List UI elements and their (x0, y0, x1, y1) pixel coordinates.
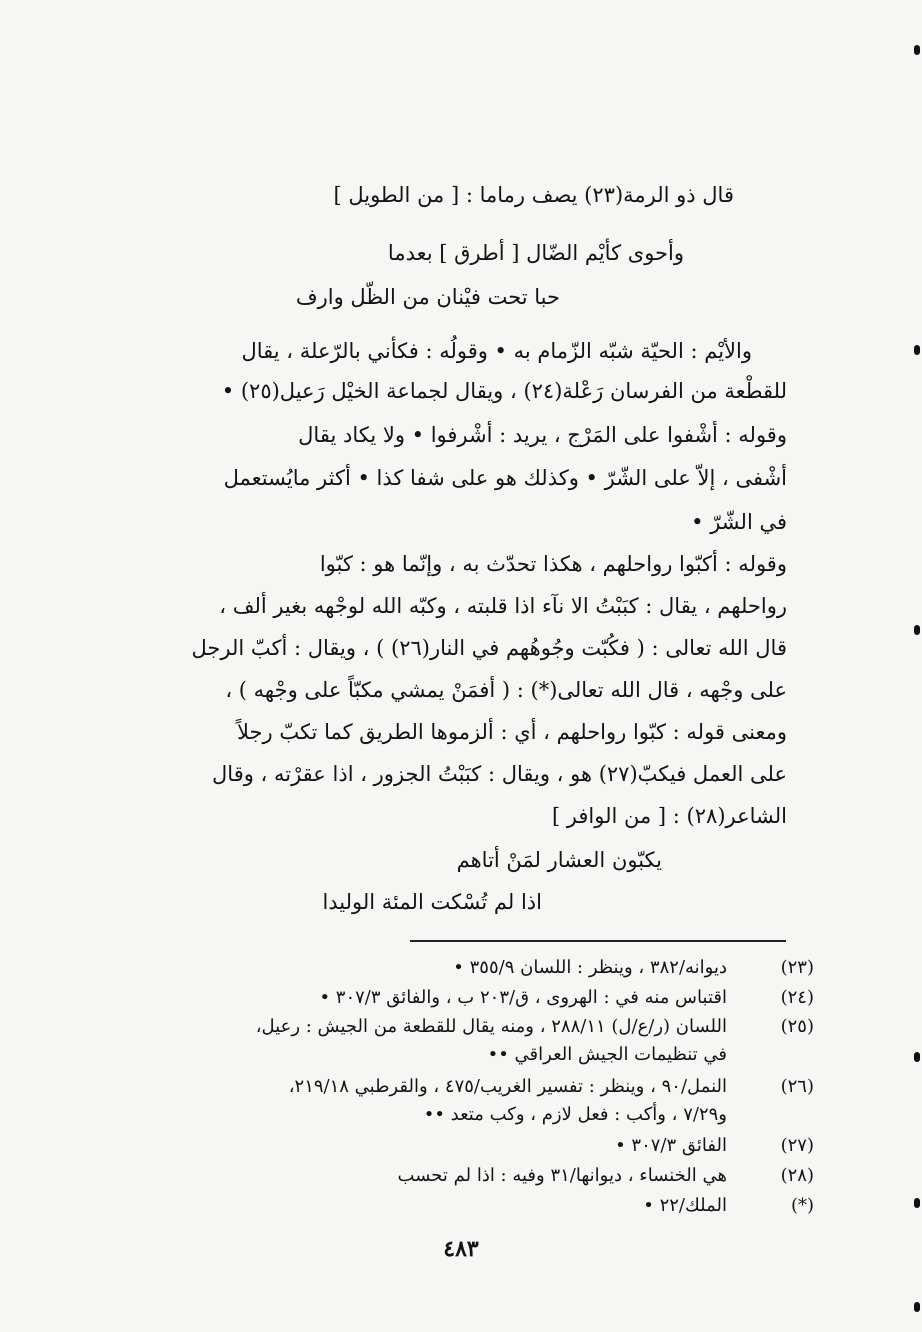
paragraph-1-line-2: للقطْعة من الفرسان رَعْلة(٢٤) ، ويقال لجماعة الخيْل رَعيل(٢٥) • (221, 379, 787, 403)
verse-2-hemistich-b: اذا لم تُسْكت المئة الوليدا (322, 890, 542, 914)
paragraph-1-line-1: والأيْم : الحيّة شبّه الزّمام به • وقولُه : فكأني بالرّعلة ، يقال (241, 339, 752, 363)
paragraph-2-line-1: وقوله : أشْفوا على المَرْج ، يريد : أشْرفوا • ولا يكاد يقال (298, 423, 787, 447)
page-number: ٤٨٣ (443, 1236, 479, 1262)
footnote-number: (٢٨) (780, 1165, 814, 1186)
scan-edge-mark (914, 1302, 920, 1312)
paragraph-2-line-3: في الشّرّ • (691, 510, 787, 534)
footnote-text-continued: في تنظيمات الجيش العراقي •• (487, 1044, 727, 1065)
footnote-number: (٢٤) (780, 987, 814, 1008)
footnote-text: اقتباس منه في : الهروى ، ق/٢٠٣ ب ، والفائق ٣٠٧/٣ • (319, 987, 727, 1008)
footnote-text: ديوانه/٣٨٢ ، وينظر : اللسان ٣٥٥/٩ • (453, 957, 727, 978)
footnote-text: النمل/٩٠ ، وينظر : تفسير الغريب/٤٧٥ ، والقرطبي ٢١٩/١٨، (288, 1076, 727, 1097)
verse-2-hemistich-a: يكبّون العشار لمَنْ أتاهم (456, 848, 662, 872)
footnote-text: اللسان (ر/ع/ل) ٢٨٨/١١ ، ومنه يقال للقطعة من الجيش : رعيل، (255, 1016, 727, 1037)
footnote-text-continued: و٧/٢٩ ، وأكب : فعل لازم ، وكب متعد •• (423, 1104, 727, 1125)
paragraph-4-line-1: ومعنى قوله : كبّوا رواحلهم ، أي : ألزموها الطريق كما تكبّ رجلاً (237, 720, 787, 744)
scan-edge-mark (914, 625, 920, 635)
verse-1-hemistich-a: وأحوى كأيْم الضّال [ أطرق ] بعدما (387, 241, 684, 265)
paragraph-3-line-3: قال الله تعالى : ( فكُبّت وجُوهُهم في النار(٢٦) ) ، ويقال : أكبّ الرجل (191, 636, 787, 660)
footnote-number: (*) (790, 1195, 814, 1216)
footnote-number: (٢٦) (780, 1076, 814, 1097)
footnote-number: (٢٣) (780, 957, 814, 978)
paragraph-3-line-1: وقوله : أكبّوا رواحلهم ، هكذا تحدّث به ، وإنّما هو : كبّوا (319, 552, 787, 576)
paragraph-2-line-2: أشْفى ، إلاّ على الشّرّ • وكذلك هو على شفا كذا • أكثر مايُستعمل (223, 466, 787, 490)
scan-edge-mark (914, 1198, 920, 1208)
footnote-text: هي الخنساء ، ديوانها/٣١ وفيه : اذا لم تحسب (397, 1165, 727, 1186)
footnote-text: الملك/٢٢ • (643, 1195, 727, 1216)
scan-edge-mark (914, 345, 920, 355)
scan-edge-mark (914, 45, 920, 55)
paragraph-4-line-3: الشاعر(٢٨) : [ من الوافر ] (551, 804, 787, 828)
footnote-number: (٢٥) (780, 1016, 814, 1037)
scan-edge-mark (914, 1052, 920, 1062)
footnote-separator (410, 940, 786, 942)
paragraph-3-line-2: رواحلهم ، يقال : كبَبْتُ الا نآء اذا قلبته ، وكبّه الله لوجْهه بغير ألف ، (219, 594, 787, 618)
verse-1-hemistich-b: حبا تحت فيْنان من الظّل وارف (295, 285, 560, 309)
footnote-number: (٢٧) (780, 1135, 814, 1156)
intro-line: قال ذو الرمة(٢٣) يصف رماما : [ من الطويل ] (333, 183, 734, 207)
paragraph-3-line-4: على وجْهه ، قال الله تعالى(*) : ( أفمَنْ يمشي مكبّاً على وجْهه ) ، (225, 678, 787, 702)
paragraph-4-line-2: على العمل فيكبّ(٢٧) هو ، ويقال : كبَبْتُ الجزور ، اذا عقرْته ، وقال (212, 762, 787, 786)
footnote-text: الفائق ٣٠٧/٣ • (615, 1135, 727, 1156)
